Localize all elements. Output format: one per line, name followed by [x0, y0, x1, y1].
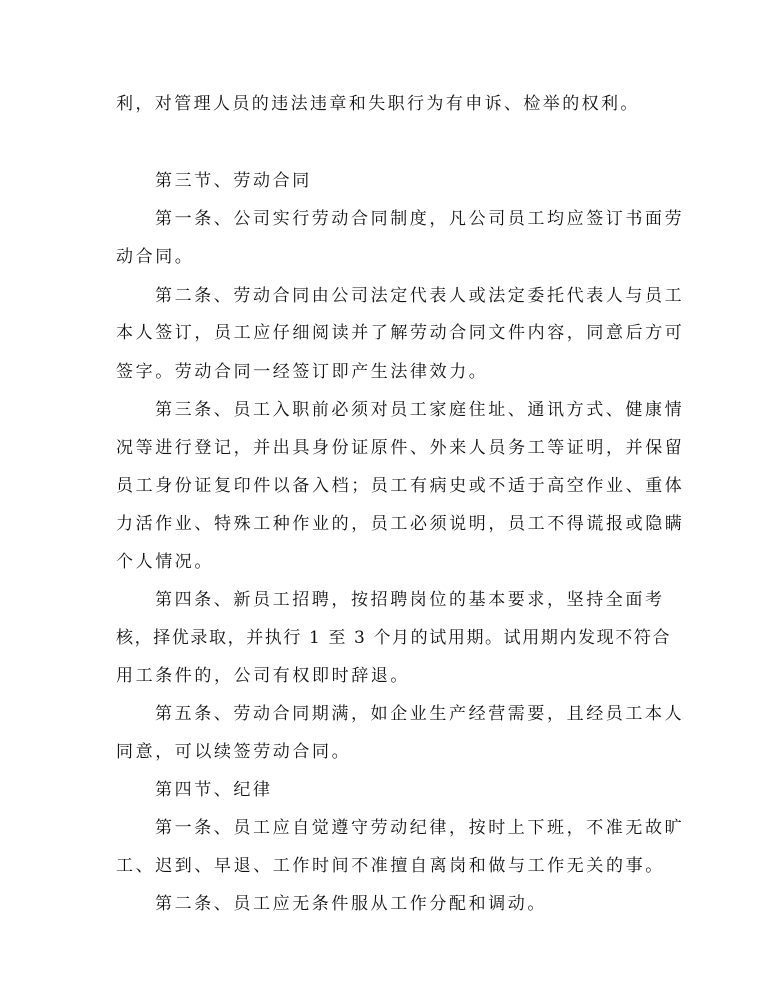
discipline-article-1-line-1: 第一条、员工应自觉遵守劳动纪律，按时上下班，不准无故旷 [155, 818, 685, 838]
article-4-line-1: 第四条、新员工招聘，按招聘岗位的基本要求，坚持全面考 [155, 590, 665, 610]
discipline-article-1-line-2: 工、迟到、早退、工作时间不准擅自离岗和做与工作无关的事。 [116, 856, 665, 876]
discipline-article-2-line-1: 第二条、员工应无条件服从工作分配和调动。 [155, 894, 547, 914]
article-3-line-4: 力活作业、特殊工种作业的，员工必须说明，员工不得谎报或隐瞒 [116, 514, 685, 534]
article-5-line-1: 第五条、劳动合同期满，如企业生产经营需要，且经员工本人 [155, 704, 685, 724]
article-3-line-5: 个人情况。 [116, 552, 214, 572]
article-3-line-2: 况等进行登记，并出具身份证原件、外来人员务工等证明，并保留 [116, 438, 685, 458]
paragraph-continuation-rights: 利，对管理人员的违法违章和失职行为有申诉、检举的权利。 [116, 94, 640, 114]
article-4-line-3: 用工条件的，公司有权即时辞退。 [116, 666, 410, 686]
article-1-line-1: 第一条、公司实行劳动合同制度，凡公司员工均应签订书面劳 [155, 209, 685, 229]
article-5-line-2: 同意，可以续签劳动合同。 [116, 742, 352, 762]
article-2-line-1: 第二条、劳动合同由公司法定代表人或法定委托代表人与员工 [155, 286, 685, 306]
article-3-line-3: 员工身份证复印件以备入档；员工有病史或不适于高空作业、重体 [116, 476, 685, 496]
article-4-line-2: 核，择优录取，并执行 1 至 3 个月的试用期。试用期内发现不符合 [116, 628, 672, 648]
article-2-line-2: 本人签订，员工应仔细阅读并了解劳动合同文件内容，同意后方可 [116, 323, 685, 343]
section-heading-discipline: 第四节、纪律 [155, 780, 273, 800]
article-2-line-3: 签字。劳动合同一经签订即产生法律效力。 [116, 362, 489, 382]
article-3-line-1: 第三条、员工入职前必须对员工家庭住址、通讯方式、健康情 [155, 400, 685, 420]
article-1-line-2: 动合同。 [116, 247, 195, 267]
section-heading-labor-contract: 第三节、劳动合同 [155, 171, 312, 191]
